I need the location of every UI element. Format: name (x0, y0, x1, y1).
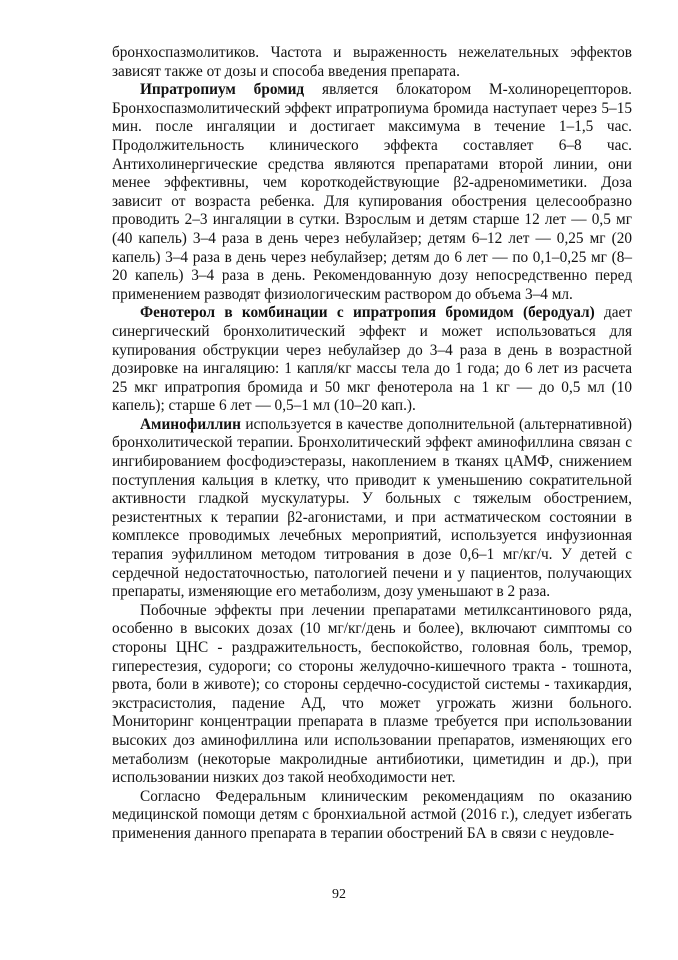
paragraph-berodual (112, 304, 632, 416)
paragraph-guidelines (112, 788, 632, 844)
paragraph-text: Побочные эффекты при лечении препаратами метилксантинового ряда, особенно в высоких дозах (10 мг/кг/день и более), включают симптомы со стороны ЦНС - раздражительность, беспокойство, головная боль, тремор, гиперестезия, судороги; со стороны желудочно-кишечного тракта - тошнота, рвота, боли в животе); со стороны сердечно-сосудистой системы - тахикардия, экстрасистолия, падение АД, что может угрожать жизни больного. Мониторинг концентрации препарата в плазме требуется при использовании высоких доз аминофиллина или использовании препаратов, изменяющих его метаболизм (некоторые макролидные антибиотики, циметидин и др.), при использовании низких доз такой необходимости нет. (112, 601, 632, 787)
paragraph-ipratropium (112, 81, 632, 304)
drug-term-berodual: Фенотерол в комбинации с ипратропия бромидом (беродуал) (140, 304, 595, 322)
drug-term-ipratropium: Ипратропиум бромид (140, 81, 305, 99)
paragraph-continuation (112, 44, 632, 81)
paragraph-aminophylline (112, 416, 632, 602)
paragraph-text: используется в качестве дополнительной (альтернативной) бронхолитической терапии. Бронхолитический эффект аминофиллина связан с ингибированием фосфодиэстеразы, накоплением в тканях цАМФ, снижением поступления кальция в клетку, что приводит к уменьшению сократительной активности гладкой мускулатуры. У больных с тяжелым обострением, резистентных к терапии β2-агонистами, и при астматическом состоянии в комплексе проводимых лечебных мероприятий, используется инфузионная терапия эуфиллином методом титрования в дозе 0,6–1 мг/кг/ч. У детей с сердечной недостаточностью, патологией печени и у пациентов, получающих препараты, изменяющие его метаболизм, дозу уменьшают в 2 раза. (112, 415, 632, 601)
paragraph-text: бронхоспазмолитиков. Частота и выраженность нежелательных эффектов зависят также от дозы и способа введения препарата. (112, 44, 632, 80)
paragraph-side-effects (112, 602, 632, 788)
paragraph-text: является блокатором М-холинорецепторов. Бронхоспазмолитический эффект ипратропиума бромида наступает через 5–15 мин. после ингаляции и достигает максимума в течение 1–1,5 час. Продолжительность клинического эффекта составляет 6–8 час. Антихолинергические средства являются препаратами второй линии, они менее эффективны, чем короткодействующие β2-адреномиметики. Доза зависит от возраста ребенка. Для купирования обострения целесообразно проводить 2–3 ингаляции в сутки. Взрослым и детям старше 12 лет — 0,5 мг (40 капель) 3–4 раза в день через небулайзер; детям 6–12 лет — 0,25 мг (20 капель) 3–4 раза в день через небулайзер; детям до 6 лет — по 0,1–0,25 мг (8–20 капель) 3–4 раза в день. Рекомендованную дозу непосредственно перед применением разводят физиологическим раствором до объема 3–4 мл. (112, 81, 632, 303)
drug-term-aminophylline: Аминофиллин (140, 415, 241, 433)
page-number: 92 (332, 887, 346, 902)
paragraph-text: дает синергический бронхолитический эффект и может использоваться для купирования обструкции через небулайзер до 3–4 раза в день в возрастной дозировке на ингаляцию: 1 капля/кг массы тела до 1 года; до 6 лет из расчета 25 мкг ипратропия бромида и 50 мкг фенотерола на 1 кг — до 0,5 мл (10 капель); старше 6 лет — 0,5–1 мл (10–20 кап.). (112, 304, 633, 415)
paragraph-text: Согласно Федеральным клиническим рекомендациям по оказанию медицинской помощи детям с бронхиальной астмой (2016 г.), следует избегать применения данного препарата в терапии обострений БА в связи с неудовле- (112, 787, 632, 842)
document-page (112, 44, 632, 844)
